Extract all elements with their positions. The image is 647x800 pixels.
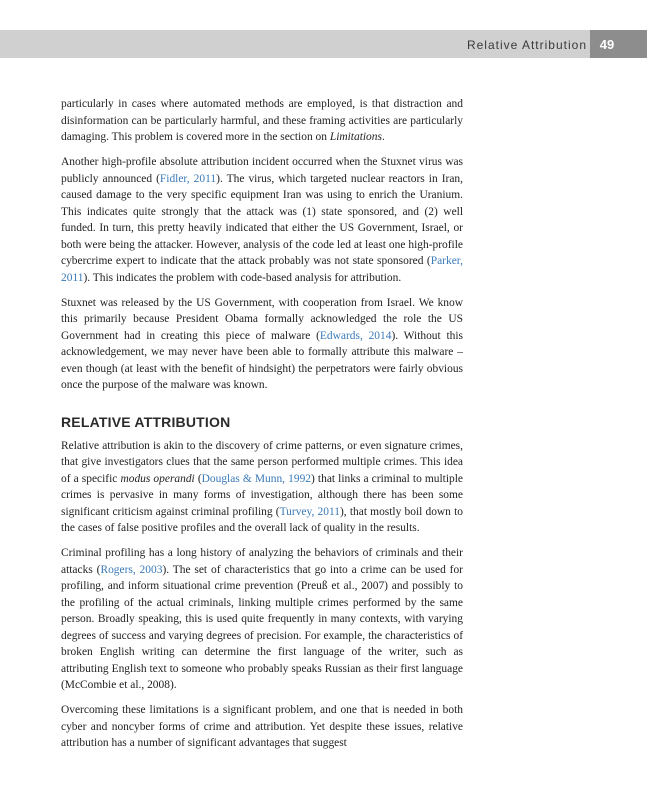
- text-run: Relative attribution is akin to the discovery of crime patterns, or even signature crimes, that give investigators clues that the same person performed multiple crimes. This idea of a specific: [61, 439, 463, 485]
- page-number: 49: [599, 37, 615, 52]
- text-run: ) that links a criminal to multiple crimes is pervasive in many forms of investigation, although there has been some significant criticism against criminal profiling (: [61, 472, 463, 518]
- text-run: (: [194, 472, 202, 485]
- paragraph: [61, 295, 463, 394]
- citation-link[interactable]: Parker, 2011: [61, 255, 463, 284]
- text-run: particularly in cases where automated methods are employed, is that distraction and disinformation can be particularly harmful, and these framing activities are particularly damaging. This problem is covered more in the section on: [61, 98, 463, 143]
- text-run: Another high-profile absolute attribution incident occurred when the Stuxnet virus was publicly announced (: [61, 156, 463, 185]
- section-heading: RELATIVE ATTRIBUTION: [61, 413, 231, 430]
- paragraph: [61, 545, 463, 694]
- citation-link[interactable]: Turvey, 2011: [279, 505, 340, 518]
- text-run: ). The virus, which targeted nuclear reactors in Iran, caused damage to the very specific equipment Iran was using to enrich the Uranium. This indicates quite strongly that the attack was (1) state sponsored, and (2) well funded. In turn, this pretty heavily indicated that either the US Government, Israel, or both were being the attacker. However, analysis of the code led at least one high-profile cybercrime expert to indicate that the attack probably was not state sponsored (: [61, 172, 464, 267]
- paragraph: [61, 438, 463, 537]
- citation-link[interactable]: Edwards, 2014: [319, 329, 392, 342]
- section-reference: Limitations: [329, 131, 382, 143]
- text-run: .: [381, 131, 385, 143]
- paragraph: [61, 96, 463, 146]
- text-run: Stuxnet was released by the US Government, with cooperation from Israel. We know this primarily because President Obama formally acknowledged the role the US Government had in creating this piece of malware (: [61, 296, 463, 342]
- body-text: [61, 96, 463, 760]
- paragraph: [61, 154, 463, 286]
- text-run: Overcoming these limitations is a significant problem, and one that is needed in both cyber and noncyber forms of crime and attribution. Yet despite these issues, relative attribution has a number of significant advantages that suggest: [61, 704, 463, 749]
- text-run: Criminal profiling has a long history of analyzing the behaviors of criminals and their attacks (: [61, 547, 463, 576]
- citation-link[interactable]: Douglas & Munn, 1992: [201, 472, 312, 485]
- text-run: ). This indicates the problem with code-based analysis for attribution.: [83, 271, 402, 284]
- emphasis: modus operandi: [120, 472, 195, 485]
- text-run: ). Without this acknowledgement, we may never have been able to formally attribute this malware – even though (at least with the benefit of hindsight) the perpetrators were fairly obvious once the purpose of the malware was known.: [61, 329, 463, 391]
- running-header-title: Relative Attribution: [466, 38, 587, 52]
- citation-link[interactable]: Fidler, 2011: [159, 172, 217, 185]
- paragraph: [61, 702, 463, 752]
- text-run: ). The set of characteristics that go into a crime can be used for profiling, and inform situational crime prevention (Preuß et al., 2007) and possibly to the profiling of the actual criminals, linking multiple crimes performed by the same person. Broadly speaking, this is used quite frequently in many contexts, with varying degrees of success and varying degrees of precision. For example, the characteristics of broken English writing can determine the first language of the writer, such as attributing English text to someone who probably speaks Russian as their first language (McCombie et al., 2008).: [61, 563, 463, 691]
- text-run: ), that mostly boil down to the cases of false positive profiles and the overall lack of quality in the results.: [61, 505, 463, 534]
- citation-link[interactable]: Rogers, 2003: [100, 563, 163, 576]
